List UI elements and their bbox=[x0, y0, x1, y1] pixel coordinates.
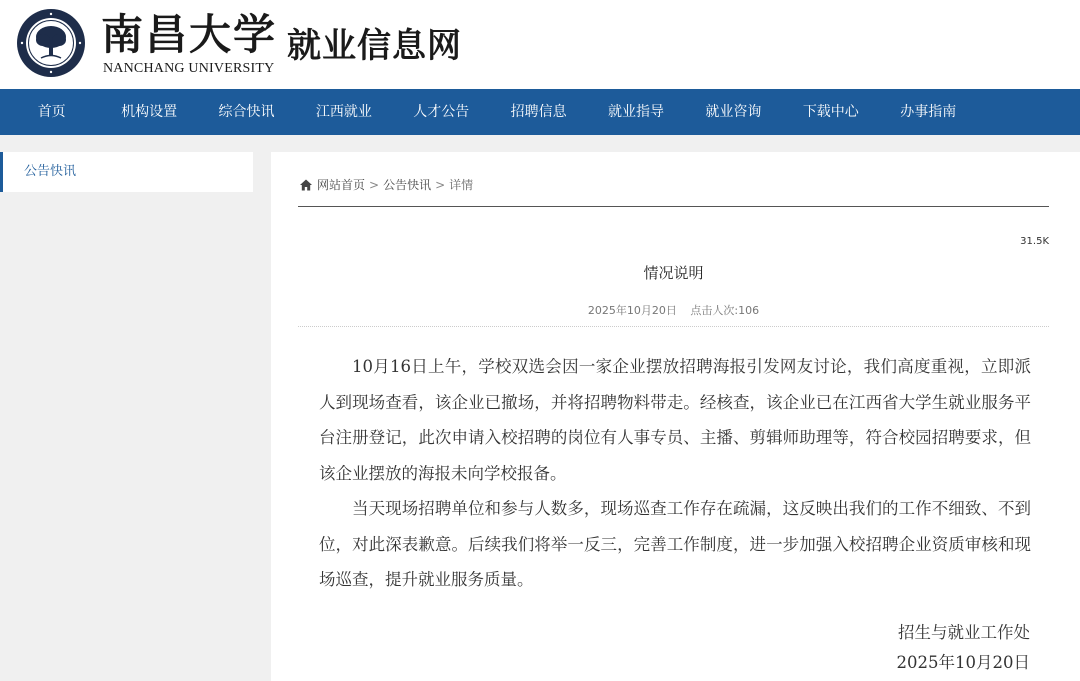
article-meta bbox=[298, 302, 1049, 318]
site-header bbox=[0, 0, 1080, 89]
nav-item-news[interactable]: 综合快讯 bbox=[218, 104, 275, 120]
breadcrumb-divider bbox=[298, 206, 1049, 207]
nav-item-career-consulting[interactable]: 就业咨询 bbox=[705, 104, 762, 120]
article-title: 情况说明 bbox=[643, 264, 704, 282]
nav-item-downloads[interactable]: 下载中心 bbox=[802, 104, 859, 120]
breadcrumb-separator: > bbox=[369, 177, 380, 192]
sidebar-item-announcements[interactable]: 公告快讯 bbox=[0, 152, 253, 192]
nav-item-home[interactable]: 首页 bbox=[37, 104, 66, 120]
home-icon[interactable] bbox=[299, 178, 313, 192]
breadcrumb-section[interactable]: 公告快讯 bbox=[383, 178, 432, 192]
main-nav bbox=[0, 89, 1080, 135]
breadcrumb bbox=[299, 176, 473, 193]
article-panel bbox=[271, 152, 1080, 681]
site-name: 就业信息网 bbox=[287, 26, 462, 66]
nav-item-service-guide[interactable]: 办事指南 bbox=[900, 104, 957, 120]
breadcrumb-current: 详情 bbox=[449, 178, 474, 192]
brand-english-name: NANCHANG UNIVERSITY bbox=[103, 61, 275, 76]
signature-date: 2025年10月20日 bbox=[896, 653, 1030, 672]
nav-item-career-guidance[interactable]: 就业指导 bbox=[608, 104, 665, 120]
nav-item-jiangxi-employment[interactable]: 江西就业 bbox=[315, 104, 372, 120]
nav-item-organization[interactable]: 机构设置 bbox=[121, 104, 178, 120]
nav-item-recruitment[interactable]: 招聘信息 bbox=[510, 104, 567, 120]
article-views: 点击人次:106 bbox=[690, 304, 760, 317]
article-signature bbox=[897, 618, 1030, 678]
article-body bbox=[319, 349, 1031, 598]
article-paragraph: 10月16日上午，学校双选会因一家企业摆放招聘海报引发网友讨论，我们高度重视，立即派人到现场查看，该企业已撤场，并将招聘物料带走。经核查，该企业已在江西省大学生就业服务平台注册登记，此次申请入校招聘的岗位有人事专员、主播、剪辑师助理等，符合校园招聘要求，但该企业摆放的海报未向学校报备。 bbox=[319, 357, 1031, 483]
sidebar bbox=[0, 152, 253, 192]
breadcrumb-separator: > bbox=[435, 177, 446, 192]
university-emblem-icon[interactable] bbox=[16, 8, 86, 78]
brand-chinese-name: 南昌大学 bbox=[101, 10, 278, 59]
meta-divider bbox=[298, 326, 1049, 327]
page-size-tag: 31.5K bbox=[1020, 236, 1049, 247]
nav-item-talent-notice[interactable]: 人才公告 bbox=[413, 104, 470, 120]
breadcrumb-home[interactable]: 网站首页 bbox=[317, 178, 366, 192]
article-paragraph: 当天现场招聘单位和参与人数多，现场巡查工作存在疏漏，这反映出我们的工作不细致、不到位，对此深表歉意。后续我们将举一反三，完善工作制度，进一步加强入校招聘企业资质审核和现场巡查，提升就业服务质量。 bbox=[319, 499, 1031, 589]
article-date: 2025年10月20日 bbox=[587, 304, 677, 317]
signature-organization: 招生与就业工作处 bbox=[898, 623, 1030, 642]
